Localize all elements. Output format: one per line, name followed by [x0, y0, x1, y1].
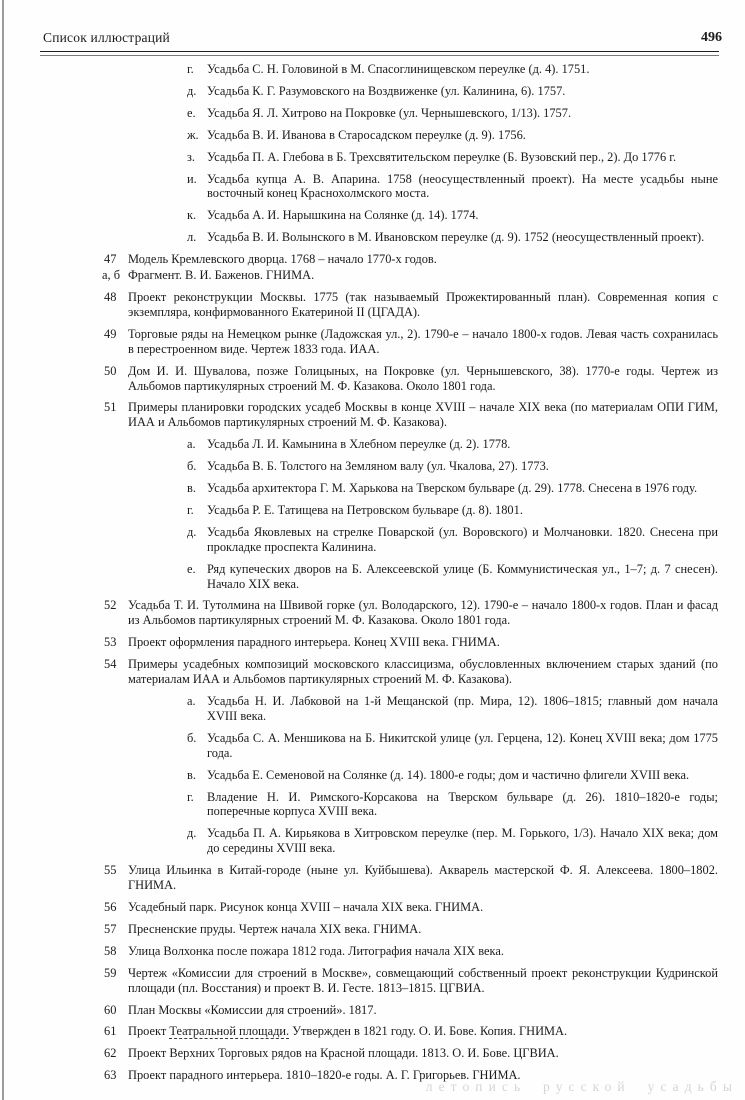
item-label: 47: [104, 252, 117, 267]
list-item: [187, 524, 718, 555]
list-item: [187, 83, 718, 99]
item-label: 63: [104, 1068, 117, 1083]
item-label: а, б: [102, 268, 120, 283]
list-item: [104, 1024, 718, 1039]
item-text: Проект реконструкции Москвы. 1775 (так называемый Прожектированный план). Современная копия с экземпляра, конфирмованного Екатериной II (ЦГАДА).: [128, 289, 718, 319]
item-label: 55: [104, 863, 117, 878]
item-label: 56: [104, 899, 117, 914]
list-item: [187, 437, 718, 452]
item-text: Усадьба Р. Е. Татищева на Петровском бульваре (д. 8). 1801.: [207, 502, 523, 517]
item-label: 61: [104, 1024, 117, 1039]
item-text: Владение Н. И. Римского-Корсакова на Тверском бульваре (д. 26). 1810–1820-е годы; поперечные корпуса XVIII века.: [207, 789, 718, 819]
item-text: Торговые ряды на Немецком рынке (Ладожская ул., 2). 1790-е – начало 1800-х годов. Левая часть сохранилась в перестроенном виде. Чертеж 1833 года. ИАА.: [128, 326, 718, 356]
list-item: [104, 1046, 718, 1061]
item-label: г.: [187, 789, 194, 804]
list-item: [104, 863, 718, 893]
item-text: Усадьба Т. И. Тутолмина на Швивой горке (ул. Володарского, 12). 1790-е – начало 1800-х годов. План и фасад из Альбомов партикулярных строений М. Ф. Казакова. Около 1801 года.: [128, 598, 718, 628]
list-item: [104, 289, 718, 320]
item-text: Усадьба Л. И. Камынина в Хлебном переулке (д. 2). 1778.: [207, 437, 511, 452]
list-item: [102, 268, 718, 283]
item-text: Модель Кремлевского дворца. 1768 – начало 1770-х годов.: [128, 252, 437, 267]
item-label: 52: [104, 598, 117, 613]
list-item: [187, 127, 718, 143]
item-label: а.: [187, 694, 196, 708]
page-header: [43, 30, 722, 46]
item-label: 59: [104, 965, 117, 980]
list-item: [187, 105, 718, 121]
item-label: 60: [104, 1002, 117, 1017]
item-label: б.: [187, 459, 197, 474]
list-item: [187, 62, 718, 77]
list-item: [104, 965, 718, 996]
item-label: 62: [104, 1046, 117, 1061]
watermark-text: летопись русской усадьбы: [425, 1079, 738, 1094]
item-label: 57: [104, 921, 117, 936]
header-rule: [40, 51, 719, 56]
item-text: Примеры усадебных композиций московского классицизма, обусловленных включением старых зданий (по материалам ИАА и Альбомов партикулярных строений М. Ф. Казакова).: [128, 657, 718, 687]
item-text: Усадьба купца А. В. Апарина. 1758 (неосуществленный проект). На месте усадьбы ныне восточный конец Краснохолмского моста.: [207, 171, 718, 201]
list-item: [187, 561, 718, 592]
item-label: в.: [187, 767, 196, 782]
item-text: Дом И. И. Шувалова, позже Голицыных, на Покровке (ул. Чернышевского, 38). 1770-е годы. Чертеж из Альбомов партикулярных строений М. Ф. Казакова. Около 1801 года.: [128, 363, 718, 393]
item-text: Усадьба А. И. Нарышкина на Солянке (д. 14). 1774.: [207, 208, 479, 223]
list-item: [187, 171, 718, 202]
item-label: 48: [104, 289, 117, 304]
list-item: [187, 230, 718, 245]
list-item: [187, 694, 718, 724]
item-label: 53: [104, 635, 117, 650]
item-label: а.: [187, 437, 196, 452]
item-text: Усадьба Н. И. Лабковой на 1-й Мещанской (пр. Мира, 12). 1806–1815; главный дом начала XVIII века.: [207, 694, 718, 723]
list-item: [187, 481, 718, 496]
list-item: [104, 363, 718, 394]
item-text: Усадьба С. Н. Головиной в М. Спасоглинищевском переулке (д. 4). 1751.: [207, 62, 590, 76]
item-text: Фрагмент. В. И. Баженов. ГНИМА.: [128, 268, 315, 283]
item-label: к.: [187, 208, 197, 223]
item-label: д.: [187, 826, 197, 841]
item-text: Усадьба архитектора Г. М. Харькова на Тверском бульваре (д. 29). 1778. Снесена в 1976 году.: [207, 481, 698, 496]
item-text: Ряд купеческих дворов на Б. Алексеевской улице (Б. Коммунистическая ул., 1–7; д. 7 снесен). Начало XIX века.: [207, 561, 718, 591]
item-text: Проект парадного интерьера. 1810–1820-е годы. А. Г. Григорьев. ГНИМА.: [128, 1068, 521, 1083]
item-text: План Москвы «Комиссии для строений». 1817.: [128, 1002, 377, 1017]
item-label: е.: [187, 561, 196, 576]
item-text: Усадьба Я. Л. Хитрово на Покровке (ул. Чернышевского, 1/13). 1757.: [207, 105, 572, 120]
item-text: Пресненские пруды. Чертеж начала XIX века. ГНИМА.: [128, 921, 422, 936]
item-text: Улица Волхонка после пожара 1812 года. Литография начала XIX века.: [128, 943, 504, 958]
list-item: [104, 326, 718, 357]
list-item: [187, 826, 718, 856]
item-text: Усадьба В. Б. Толстого на Земляном валу (ул. Чкалова, 27). 1773.: [207, 459, 549, 474]
item-text: Усадьба Яковлевых на стрелке Поварской (ул. Воровского) и Молчановки. 1820. Снесена при прокладке проспекта Калинина.: [207, 524, 718, 554]
item-text: Усадьба В. И. Иванова в Старосадском переулке (д. 9). 1756.: [207, 127, 526, 142]
item-text: Примеры планировки городских усадеб Москвы в конце XVIII – начале XIX века (по материалам ОПИ ГИМ, ИАА и Альбомов партикулярных строений М. Ф. Казакова).: [128, 400, 718, 430]
list-item: [187, 149, 718, 165]
list-item: [104, 943, 718, 959]
item-label: в.: [187, 481, 196, 496]
item-text: Усадьба В. И. Волынского в М. Ивановском переулке (д. 9). 1752 (неосуществленный проект).: [207, 230, 705, 245]
page-number: 496: [701, 30, 722, 45]
item-label: е.: [187, 105, 196, 120]
list-item: [104, 657, 718, 687]
illustration-list: [0, 62, 745, 1090]
item-label: д.: [187, 83, 197, 98]
list-item: [187, 789, 718, 820]
item-text: Проект Театральной площади. Утвержден в 1821 году. О. И. Бове. Копия. ГНИМА.: [128, 1024, 568, 1039]
item-text: Проект оформления парадного интерьера. Конец XVIII века. ГНИМА.: [128, 635, 500, 650]
item-label: г.: [187, 62, 194, 76]
item-label: г.: [187, 502, 194, 517]
underlined-phrase: Театральной площади.: [169, 1024, 290, 1039]
list-item: [187, 767, 718, 783]
item-text: Усадьба П. А. Глебова в Б. Трехсвятительском переулке (Б. Вузовский пер., 2). До 1776 г.: [207, 149, 677, 164]
list-item: [187, 730, 718, 761]
list-item: [104, 252, 718, 267]
list-item: [104, 400, 718, 430]
running-header-title: Список иллюстраций: [43, 30, 170, 45]
item-label: ж.: [187, 127, 199, 142]
item-label: л.: [187, 230, 197, 245]
item-text: Усадебный парк. Рисунок конца XVIII – начала XIX века. ГНИМА.: [128, 899, 484, 914]
item-text: Усадьба С. А. Меншикова на Б. Никитской улице (ул. Герцена, 12). Конец XVIII века; дом 1775 года.: [207, 730, 718, 760]
list-item: [104, 635, 718, 650]
item-text: Усадьба Е. Семеновой на Солянке (д. 14). 1800-е годы; дом и частично флигели XVIII века.: [207, 767, 690, 782]
list-item: [104, 1002, 718, 1018]
list-item: [187, 208, 718, 223]
list-item: [187, 459, 718, 474]
list-item: [104, 921, 718, 937]
item-text: Усадьба П. А. Кирьякова в Хитровском переулке (пер. М. Горького, 1/3). Начало XIX века; дом до середины XVIII века.: [207, 826, 718, 856]
item-label: 58: [104, 943, 117, 958]
list-item: [104, 598, 718, 628]
item-label: 50: [104, 363, 117, 378]
item-label: б.: [187, 730, 197, 745]
item-label: 51: [104, 400, 117, 415]
list-item: [187, 502, 718, 518]
item-label: и.: [187, 171, 197, 186]
item-text: Улица Ильинка в Китай-городе (ныне ул. Куйбышева). Акварель мастерской Ф. Я. Алексеева. 1800–1802. ГНИМА.: [128, 863, 718, 893]
list-item: [104, 899, 718, 915]
item-label: д.: [187, 524, 197, 539]
item-text: Проект Верхних Торговых рядов на Красной площади. 1813. О. И. Бове. ЦГВИА.: [128, 1046, 559, 1061]
item-label: 54: [104, 657, 117, 672]
item-text: Усадьба К. Г. Разумовского на Воздвиженке (ул. Калинина, 6). 1757.: [207, 83, 566, 98]
item-label: 49: [104, 326, 117, 341]
item-text: Чертеж «Комиссии для строений в Москве», совмещающий собственный проект реконструкции Кудринской площади (пл. Восстания) и проект В. И. Гесте. 1813–1815. ЦГВИА.: [128, 965, 718, 995]
item-label: з.: [187, 149, 195, 164]
